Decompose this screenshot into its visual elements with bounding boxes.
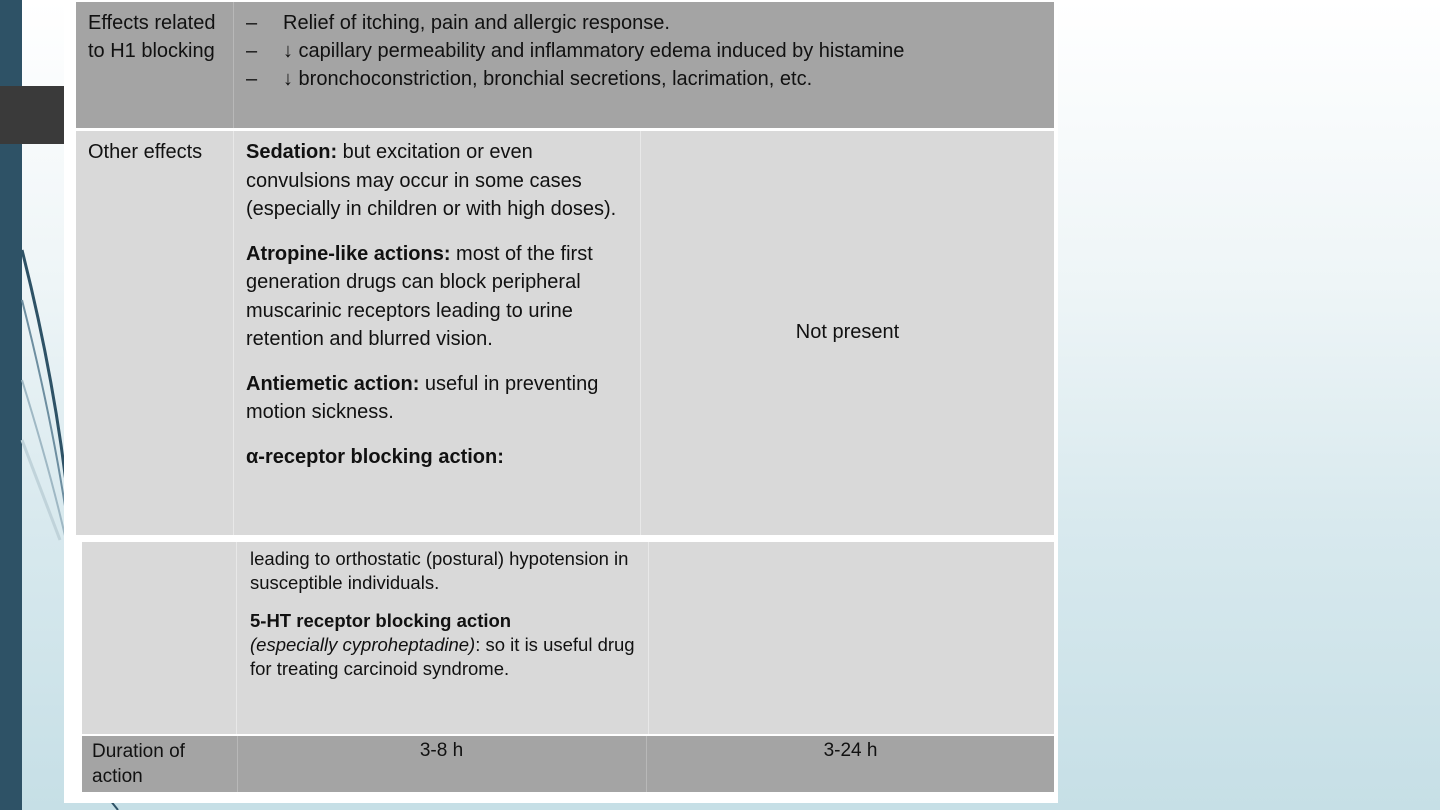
first-gen-duration: 3-8 h xyxy=(237,736,645,792)
table-row-other-effects-continued xyxy=(82,542,1054,734)
sedation-paragraph: Sedation: but excitation or even convulsions may occur in some cases (especially in children or with high doses). xyxy=(246,141,617,220)
second-gen-duration: 3-24 h xyxy=(646,736,1054,792)
table-row-duration xyxy=(82,736,1054,792)
list-item: – Relief of itching, pain and allergic response. xyxy=(246,12,670,34)
alpha-blocking-heading: α-receptor blocking action: xyxy=(246,445,504,468)
row-label: Effects related to H1 blocking xyxy=(88,12,216,62)
table-row-h1-effects xyxy=(76,2,1054,128)
alpha-blocking-text: leading to orthostatic (postural) hypotension in susceptible individuals. xyxy=(250,548,629,593)
second-gen-effects xyxy=(640,131,1054,535)
list-item: – ↓ capillary permeability and inflammatory edema induced by histamine xyxy=(246,40,905,62)
empty-cell xyxy=(648,542,1054,734)
list-item: – ↓ bronchoconstriction, bronchial secretions, lacrimation, etc. xyxy=(246,68,813,90)
table-row-other-effects xyxy=(76,131,1054,535)
first-gen-effects xyxy=(233,131,639,535)
antiemetic-paragraph: Antiemetic action: useful in preventing motion sickness. xyxy=(246,372,599,423)
ht-paragraph: 5-HT receptor blocking action (especially cyproheptadine): so it is useful drug for treating carcinoid syndrome. xyxy=(250,610,635,679)
not-present-text: Not present xyxy=(795,321,900,343)
first-gen-effects-continued xyxy=(236,542,646,734)
atropine-paragraph: Atropine-like actions: most of the first generation drugs can block peripheral muscarinic receptors leading to urine retention and blurred vision. xyxy=(246,242,593,350)
drug-comparison-table xyxy=(64,0,1058,803)
row-label: Duration of action xyxy=(92,741,185,787)
h1-effects-list xyxy=(233,2,1054,128)
row-label: Other effects xyxy=(88,141,203,163)
